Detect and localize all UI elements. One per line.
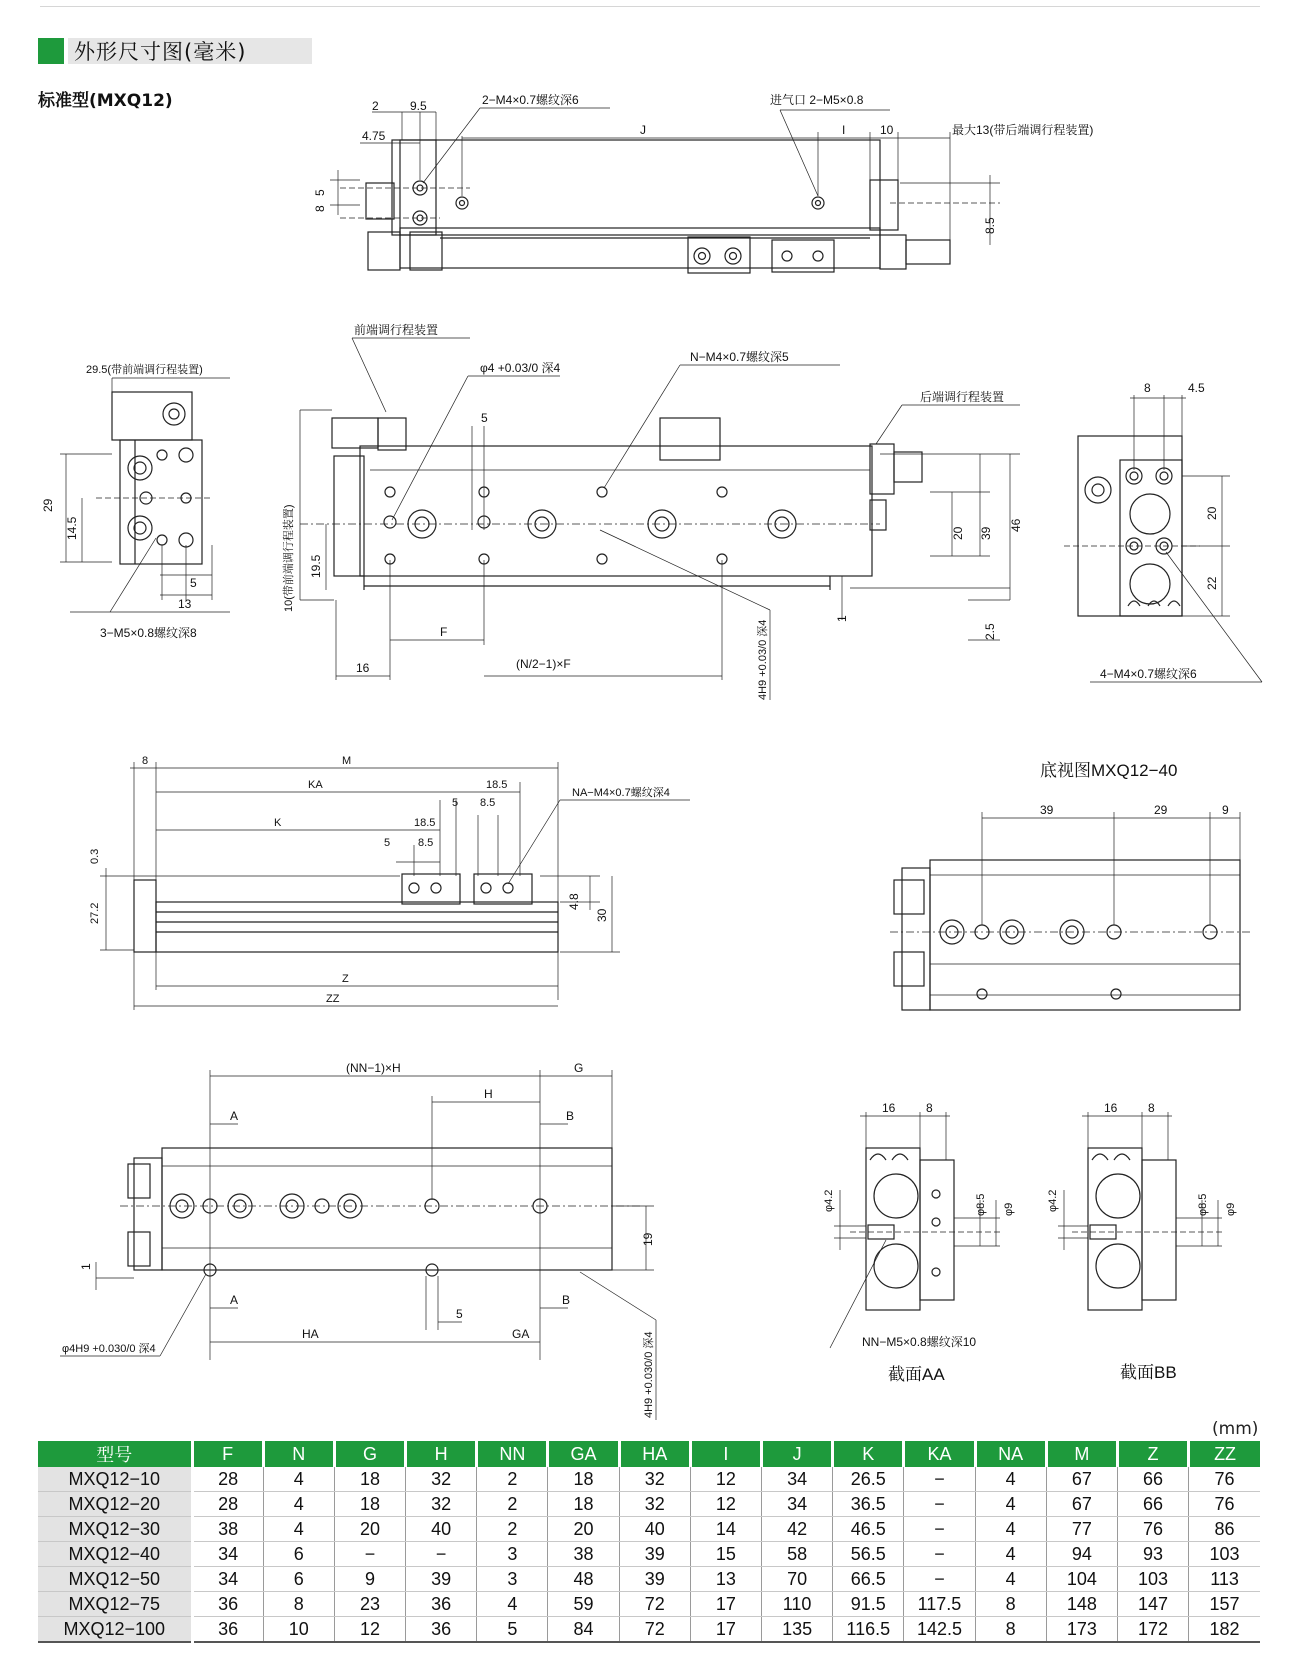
table-header-cell: H — [406, 1441, 477, 1467]
table-header-cell: I — [690, 1441, 761, 1467]
dim-label: 39 — [1040, 803, 1054, 817]
value-cell: 173 — [1046, 1617, 1117, 1643]
right-end-view — [1064, 395, 1262, 682]
value-cell: 86 — [1189, 1517, 1260, 1542]
dim-label: 20 — [951, 526, 965, 540]
dim-label: 5 — [481, 411, 488, 425]
table-header-cell: Z — [1117, 1441, 1188, 1467]
dim-label: 5 — [384, 837, 391, 849]
dim-label: 8.5 — [983, 217, 997, 234]
table-row — [38, 1492, 1260, 1517]
dim-label: 27.2 — [89, 902, 101, 924]
value-cell: 113 — [1189, 1567, 1260, 1592]
dim-label: 29.5(带前端调行程装置) — [86, 364, 203, 376]
value-cell: 32 — [619, 1492, 690, 1517]
value-cell: 4 — [975, 1467, 1046, 1492]
dim-label: 19.5 — [309, 554, 323, 578]
value-cell: 39 — [619, 1542, 690, 1567]
dim-label: HA — [302, 1327, 319, 1341]
value-cell: 20 — [548, 1517, 619, 1542]
model-subtitle: 标准型(MXQ12) — [38, 91, 173, 111]
table-row — [38, 1617, 1260, 1643]
dim-label: 16 — [356, 661, 370, 675]
dim-label: 46 — [1009, 518, 1023, 532]
bottom-view-title: 底视图MXQ12−40 — [1040, 761, 1178, 780]
dim-label: G — [574, 1061, 584, 1075]
value-cell: 76 — [1117, 1517, 1188, 1542]
table-row — [38, 1592, 1260, 1617]
dim-label: 8 — [313, 205, 327, 212]
value-cell: 3 — [477, 1567, 548, 1592]
dim-label: 2 — [372, 99, 379, 113]
thread-callout: 4−M4×0.7螺纹深6 — [1100, 667, 1197, 681]
dim-label: 8 — [1148, 1101, 1155, 1115]
value-cell: 4 — [975, 1542, 1046, 1567]
model-cell: MXQ12−75 — [38, 1592, 192, 1617]
dim-label: 22 — [1205, 576, 1219, 590]
dim-label: M — [342, 755, 352, 767]
value-cell: 77 — [1046, 1517, 1117, 1542]
section-aa-title: 截面AA — [888, 1365, 945, 1384]
value-cell: 4 — [975, 1517, 1046, 1542]
section-mark-a: A — [230, 1293, 239, 1307]
value-cell: 10 — [263, 1617, 334, 1643]
value-cell: 117.5 — [904, 1592, 975, 1617]
value-cell: 18 — [334, 1467, 405, 1492]
table-row — [38, 1467, 1260, 1492]
value-cell: 28 — [192, 1492, 263, 1517]
value-cell: 76 — [1189, 1492, 1260, 1517]
value-cell: 32 — [406, 1467, 477, 1492]
value-cell: 4 — [263, 1467, 334, 1492]
dim-label: 10 — [880, 123, 894, 137]
table-header-cell: NA — [975, 1441, 1046, 1467]
dim-label: I — [842, 123, 846, 137]
pin-hole-callout: φ4 +0.03/0 深4 — [480, 361, 561, 375]
value-cell: 32 — [406, 1492, 477, 1517]
dim-label: F — [440, 625, 448, 639]
model-cell: MXQ12−50 — [38, 1567, 192, 1592]
value-cell: 9 — [334, 1567, 405, 1592]
value-cell: 14 — [690, 1517, 761, 1542]
inlet-callout: 进气口 2−M5×0.8 — [770, 93, 864, 107]
dim-label: 18.5 — [486, 779, 508, 791]
dim-label: 8.5 — [480, 797, 496, 809]
value-cell: − — [406, 1542, 477, 1567]
dim-label: ZZ — [326, 993, 340, 1005]
dim-label: φ8.5 — [975, 1193, 987, 1216]
max-stroke-note: 最大13(带后端调行程装置) — [952, 123, 1094, 137]
value-cell: 6 — [263, 1567, 334, 1592]
dim-label: GA — [512, 1327, 530, 1341]
value-cell: 34 — [762, 1492, 833, 1517]
value-cell: 40 — [406, 1517, 477, 1542]
dim-label: KA — [308, 779, 323, 791]
model-cell: MXQ12−40 — [38, 1542, 192, 1567]
dim-label: 9 — [1222, 803, 1229, 817]
value-cell: 8 — [975, 1592, 1046, 1617]
value-cell: 135 — [762, 1617, 833, 1643]
value-cell: 72 — [619, 1592, 690, 1617]
dim-label: 8 — [926, 1101, 933, 1115]
value-cell: 15 — [690, 1542, 761, 1567]
value-cell: 12 — [690, 1492, 761, 1517]
value-cell: 28 — [192, 1467, 263, 1492]
value-cell: − — [904, 1517, 975, 1542]
value-cell: − — [904, 1567, 975, 1592]
section-bb-title: 截面BB — [1120, 1363, 1177, 1382]
value-cell: 66 — [1117, 1467, 1188, 1492]
left-end-view — [60, 378, 230, 612]
value-cell: 182 — [1189, 1617, 1260, 1643]
dim-label: 30 — [595, 908, 609, 922]
value-cell: 4 — [975, 1567, 1046, 1592]
dim-label: 8 — [1144, 381, 1151, 395]
value-cell: 76 — [1189, 1467, 1260, 1492]
dim-label: 18.5 — [414, 817, 436, 829]
value-cell: 67 — [1046, 1467, 1117, 1492]
value-cell: 46.5 — [833, 1517, 904, 1542]
table-row — [38, 1567, 1260, 1592]
value-cell: 32 — [619, 1467, 690, 1492]
value-cell: 18 — [334, 1492, 405, 1517]
model-cell: MXQ12−100 — [38, 1617, 192, 1643]
dim-label: 1 — [835, 615, 849, 622]
value-cell: 17 — [690, 1617, 761, 1643]
value-cell: 18 — [548, 1492, 619, 1517]
value-cell: − — [334, 1542, 405, 1567]
dim-label: φ9 — [1003, 1202, 1015, 1216]
dim-label: 29 — [41, 498, 55, 512]
dim-label: φ4.2 — [823, 1189, 835, 1212]
value-cell: 39 — [406, 1567, 477, 1592]
value-cell: 12 — [334, 1617, 405, 1643]
table-header-cell: M — [1046, 1441, 1117, 1467]
value-cell: 70 — [762, 1567, 833, 1592]
value-cell: 17 — [690, 1592, 761, 1617]
value-cell: 147 — [1117, 1592, 1188, 1617]
value-cell: 8 — [263, 1592, 334, 1617]
section-title: 外形尺寸图(毫米) — [68, 38, 312, 64]
value-cell: 4 — [263, 1517, 334, 1542]
dim-label: 8 — [142, 755, 149, 767]
value-cell: 20 — [334, 1517, 405, 1542]
dim-label: 4.8 — [567, 893, 581, 910]
dim-label: 20 — [1205, 506, 1219, 520]
value-cell: 3 — [477, 1542, 548, 1567]
value-cell: 38 — [192, 1517, 263, 1542]
table-header-cell: G — [334, 1441, 405, 1467]
value-cell: 58 — [762, 1542, 833, 1567]
table-row — [38, 1517, 1260, 1542]
thread-callout: NN−M5×0.8螺纹深10 — [862, 1335, 977, 1349]
value-cell: 91.5 — [833, 1592, 904, 1617]
dim-label: φ4.2 — [1047, 1189, 1059, 1212]
value-cell: 84 — [548, 1617, 619, 1643]
pin-callout: 4H9 +0.030/0 深4 — [643, 1331, 655, 1418]
value-cell: 36 — [192, 1592, 263, 1617]
dim-label: 29 — [1154, 803, 1168, 817]
value-cell: 4 — [975, 1492, 1046, 1517]
dimension-table — [38, 1441, 1260, 1643]
value-cell: − — [904, 1542, 975, 1567]
value-cell: 142.5 — [904, 1617, 975, 1643]
section-mark-b: B — [566, 1109, 575, 1123]
value-cell: 103 — [1189, 1542, 1260, 1567]
value-cell: 66.5 — [833, 1567, 904, 1592]
value-cell: − — [904, 1467, 975, 1492]
table-row — [38, 1542, 1260, 1567]
value-cell: 157 — [1189, 1592, 1260, 1617]
dim-label: 10(带前端调行程装置) — [283, 504, 295, 612]
value-cell: 5 — [477, 1617, 548, 1643]
value-cell: 4 — [263, 1492, 334, 1517]
thread-callout: N−M4×0.7螺纹深5 — [690, 350, 789, 364]
value-cell: 66 — [1117, 1492, 1188, 1517]
front-adjuster-label: 前端调行程装置 — [354, 323, 439, 337]
table-header-cell: 型号 — [38, 1441, 192, 1467]
table-header-cell: HA — [619, 1441, 690, 1467]
value-cell: 67 — [1046, 1492, 1117, 1517]
dim-label: 5 — [456, 1307, 463, 1321]
table-header-cell: GA — [548, 1441, 619, 1467]
value-cell: 103 — [1117, 1567, 1188, 1592]
value-cell: 94 — [1046, 1542, 1117, 1567]
dim-label: 8.5 — [418, 837, 434, 849]
table-header-cell: J — [762, 1441, 833, 1467]
dim-label: 5 — [452, 797, 459, 809]
value-cell: 26.5 — [833, 1467, 904, 1492]
value-cell: 2 — [477, 1492, 548, 1517]
table-header-cell: KA — [904, 1441, 975, 1467]
thread-callout: NA−M4×0.7螺纹深4 — [572, 787, 670, 799]
unit-label: (mm) — [1212, 1419, 1259, 1439]
value-cell: 39 — [619, 1567, 690, 1592]
front-holes — [384, 487, 796, 564]
dim-label: 1 — [79, 1263, 93, 1270]
dim-label: K — [274, 817, 282, 829]
dim-label: 0.3 — [89, 848, 101, 864]
value-cell: 6 — [263, 1542, 334, 1567]
table-header-cell: N — [263, 1441, 334, 1467]
model-cell: MXQ12−20 — [38, 1492, 192, 1517]
model-cell: MXQ12−10 — [38, 1467, 192, 1492]
dim-label: 16 — [882, 1101, 896, 1115]
value-cell: 36 — [406, 1592, 477, 1617]
table-header-cell: NN — [477, 1441, 548, 1467]
value-cell: 2 — [477, 1517, 548, 1542]
value-cell: 116.5 — [833, 1617, 904, 1643]
value-cell: 23 — [334, 1592, 405, 1617]
value-cell: 172 — [1117, 1617, 1188, 1643]
pin-callout: φ4H9 +0.030/0 深4 — [62, 1343, 156, 1355]
value-cell: 59 — [548, 1592, 619, 1617]
section-mark-b: B — [562, 1293, 571, 1307]
section-mark-a: A — [230, 1109, 239, 1123]
dim-label: 4.75 — [362, 129, 386, 143]
table-header-cell: ZZ — [1189, 1441, 1260, 1467]
value-cell: 34 — [762, 1467, 833, 1492]
value-cell: 13 — [690, 1567, 761, 1592]
side-view — [100, 762, 690, 1010]
value-cell: 36 — [192, 1617, 263, 1643]
table-header-row — [38, 1441, 1260, 1467]
value-cell: − — [904, 1492, 975, 1517]
model-cell: MXQ12−30 — [38, 1517, 192, 1542]
bottom-view — [890, 812, 1250, 1010]
dim-label: 5 — [313, 189, 327, 196]
value-cell: 36.5 — [833, 1492, 904, 1517]
value-cell: 40 — [619, 1517, 690, 1542]
value-cell: 8 — [975, 1617, 1046, 1643]
value-cell: 12 — [690, 1467, 761, 1492]
thread-callout: 3−M5×0.8螺纹深8 — [100, 626, 197, 640]
value-cell: 34 — [192, 1567, 263, 1592]
dim-label: 9.5 — [410, 99, 427, 113]
dim-label: 39 — [979, 526, 993, 540]
dim-label: 16 — [1104, 1101, 1118, 1115]
section-aa — [830, 1112, 1000, 1348]
pin-callout: 4H9 +0.03/0 深4 — [757, 619, 769, 700]
dim-label: 13 — [178, 597, 192, 611]
value-cell: 56.5 — [833, 1542, 904, 1567]
dim-label: 19 — [641, 1232, 655, 1246]
table-header-cell: F — [192, 1441, 263, 1467]
value-cell: 93 — [1117, 1542, 1188, 1567]
dim-label: 4.5 — [1188, 381, 1205, 395]
dim-label: J — [640, 123, 646, 137]
value-cell: 110 — [762, 1592, 833, 1617]
value-cell: 34 — [192, 1542, 263, 1567]
value-cell: 4 — [477, 1592, 548, 1617]
value-cell: 18 — [548, 1467, 619, 1492]
dim-label: φ9 — [1225, 1202, 1237, 1216]
value-cell: 104 — [1046, 1567, 1117, 1592]
dim-label: 2.5 — [983, 623, 997, 640]
value-cell: 48 — [548, 1567, 619, 1592]
dim-label: Z — [342, 973, 349, 985]
rear-adjuster-label: 后端调行程装置 — [920, 390, 1005, 404]
dim-label: 14.5 — [65, 516, 79, 540]
thread-callout: 2−M4×0.7螺纹深6 — [482, 93, 579, 107]
value-cell: 36 — [406, 1617, 477, 1643]
value-cell: 72 — [619, 1617, 690, 1643]
dim-label: φ8.5 — [1197, 1193, 1209, 1216]
value-cell: 42 — [762, 1517, 833, 1542]
pitch-label: (N/2−1)×F — [516, 657, 571, 671]
value-cell: 38 — [548, 1542, 619, 1567]
dim-label: H — [484, 1087, 493, 1101]
dim-label: 5 — [190, 576, 197, 590]
value-cell: 2 — [477, 1467, 548, 1492]
value-cell: 148 — [1046, 1592, 1117, 1617]
table-header-cell: K — [833, 1441, 904, 1467]
pitch-label: (NN−1)×H — [346, 1061, 401, 1075]
front-view — [300, 338, 1020, 700]
top-view — [330, 108, 1000, 273]
